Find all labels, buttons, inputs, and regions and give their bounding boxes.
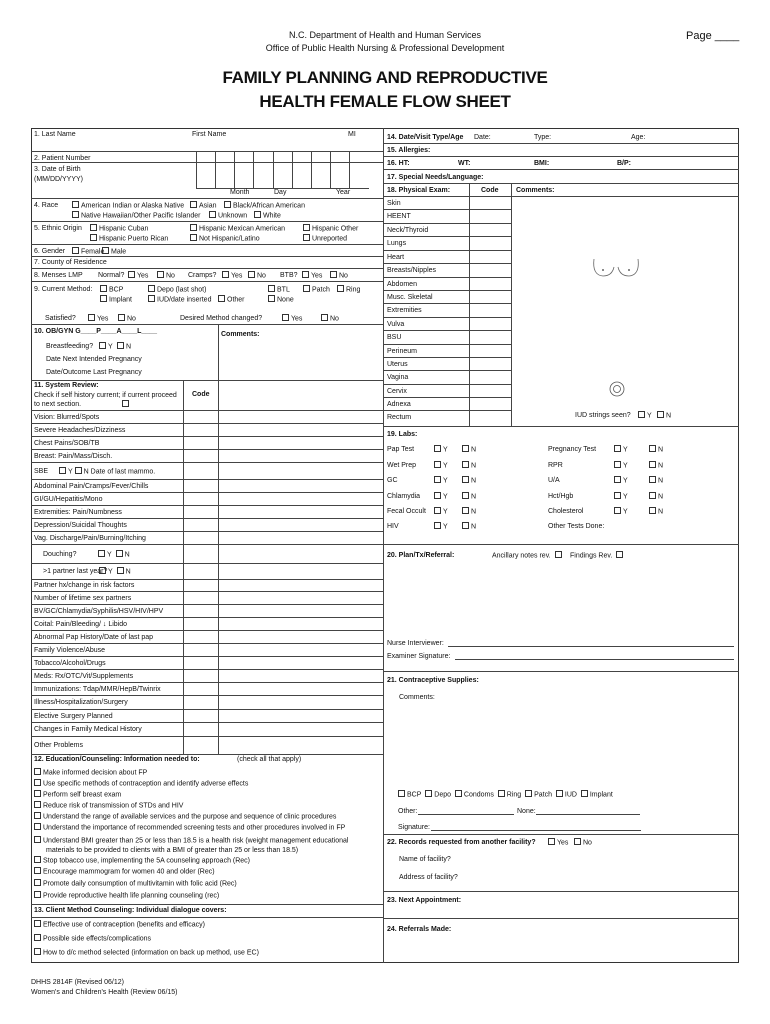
row-divider [31, 669, 383, 670]
btb-yes[interactable]: Yes [302, 272, 322, 279]
row-divider [383, 384, 511, 385]
education-item[interactable]: Understand BMI greater than 25 or less than 18.5 is a health risk (weight management educational [34, 837, 348, 844]
breast-diagram [590, 255, 642, 281]
review-item[interactable]: Changes in Family Medical History [34, 726, 142, 733]
review-item[interactable]: Illness/Hospitalization/Surgery [34, 699, 128, 706]
physical-exam-item: Vulva [387, 321, 405, 328]
review-item[interactable]: Immunizations: Tdap/MMR/HepB/Twinrix [34, 686, 161, 693]
form-title-line1: FAMILY PLANNING AND REPRODUCTIVE [222, 68, 548, 87]
review-item[interactable]: Extremities: Pain/Numbness [34, 509, 122, 516]
findings-rev[interactable]: Findings Rev. [570, 552, 625, 559]
row-divider [31, 617, 383, 618]
examiner-signature-label: Examiner Signature: [387, 653, 451, 660]
column-divider [383, 128, 384, 963]
patient-number-label: 2. Patient Number [34, 155, 91, 162]
row-divider [383, 303, 511, 304]
row-divider [31, 695, 383, 696]
form-title-line2: HEALTH FEMALE FLOW SHEET [259, 92, 511, 111]
breastfeeding-y[interactable]: Y [99, 343, 113, 350]
county-label: 7. County of Residence [34, 259, 107, 266]
gender-male[interactable]: Male [102, 248, 126, 255]
review-yn[interactable]: Y N [99, 568, 131, 575]
review-item[interactable]: Vag. Discharge/Pain/Burning/Itching [34, 535, 146, 542]
visit-label: 14. Date/Visit Type/Age [387, 134, 464, 141]
row-divider [383, 290, 511, 291]
gender-label: 6. Gender [34, 248, 66, 255]
bmi-label: BMI: [534, 160, 550, 167]
obgyn-comments-label: Comments: [221, 331, 260, 338]
ethnic-option-5[interactable]: Not Hispanic/Latino [190, 235, 260, 242]
physical-exam-item: Neck/Thyroid [387, 227, 429, 234]
lab-test-label: U/A [548, 477, 560, 484]
cramps-no[interactable]: No [248, 272, 266, 279]
row-divider [31, 449, 383, 450]
lab-test-y[interactable]: Y [614, 493, 628, 500]
supplies-signature-label: Signature: [398, 824, 430, 831]
method-patch[interactable]: Patch [303, 286, 330, 293]
lab-test-y[interactable]: Y [434, 508, 448, 515]
next-appointment-label: 23. Next Appointment: [387, 897, 462, 904]
physical-exam-item: BSU [387, 334, 402, 341]
row-divider [31, 505, 383, 506]
breastfeeding-question: Breastfeeding? [46, 343, 94, 350]
row-divider [383, 357, 511, 358]
normal-no[interactable]: No [157, 272, 175, 279]
bp-label: B/P: [617, 160, 631, 167]
iud-strings-y[interactable]: Y [638, 412, 652, 419]
supplies-signature-line[interactable] [431, 830, 641, 831]
row-divider [383, 236, 511, 237]
row-divider [383, 263, 511, 264]
dob-day-label: Day [274, 189, 287, 196]
row-divider [31, 682, 383, 683]
physical-exam-item: Musc. Skeletal [387, 294, 433, 301]
lab-test-y[interactable]: Y [434, 462, 448, 469]
cramps-yes[interactable]: Yes [222, 272, 242, 279]
physical-exam-item: Perineum [387, 348, 417, 355]
method-bcp[interactable]: BCP [100, 286, 123, 293]
labs-label: 19. Labs: [387, 431, 418, 438]
supplies-none-line[interactable] [536, 814, 640, 815]
review-yn[interactable]: Y N [98, 551, 130, 558]
lab-test-n[interactable]: N [649, 446, 663, 453]
client-method-title: 13. Client Method Counseling: Individual dialogue covers: [34, 907, 227, 914]
review-item[interactable]: GI/GU/Hepatitis/Mono [34, 496, 103, 503]
education-item[interactable]: Understand the range of available services and the purpose and sequence of clinic procedures [34, 813, 336, 820]
review-item[interactable]: Douching? [43, 551, 77, 558]
referrals-label: 24. Referrals Made: [387, 926, 452, 933]
lab-test-label: RPR [548, 462, 563, 469]
plan-label: 20. Plan/Tx/Referral: [387, 552, 455, 559]
race-option-2[interactable]: Asian [190, 202, 217, 209]
method-implant[interactable]: Implant [100, 296, 132, 303]
cervix-diagram [608, 380, 626, 398]
office-name: Office of Public Health Nursing & Professional Development [265, 43, 505, 53]
row-divider [383, 370, 511, 371]
row-divider [31, 722, 383, 723]
row-divider [31, 591, 383, 592]
education-item[interactable]: Stop tobacco use, implementing the 5A counseling approach (Rec) [34, 857, 250, 864]
ethnic-option-3[interactable]: Hispanic Other [303, 225, 358, 232]
review-item[interactable]: Coital: Pain/Bleeding/ ↓ Libido [34, 621, 128, 628]
lab-test-n[interactable]: N [649, 477, 663, 484]
lab-test-label: Chlamydia [387, 493, 421, 500]
visit-date-label: Date: [474, 134, 491, 141]
row-divider [31, 656, 383, 657]
review-item[interactable]: Chest Pains/SOB/TB [34, 440, 100, 447]
form-number: DHHS 2814F (Revised 06/12) [31, 979, 124, 986]
physical-exam-item: Vagina [387, 374, 409, 381]
lab-test-label: Cholesterol [548, 508, 584, 515]
satisfied-yes[interactable]: Yes [88, 315, 108, 322]
row-divider [31, 518, 383, 519]
lab-test-n[interactable]: N [462, 462, 476, 469]
desired-question: Desired Method changed? [180, 315, 263, 322]
last-name-label: 1. Last Name [34, 131, 76, 138]
race-option-1[interactable]: American Indian or Alaska Native [72, 202, 184, 209]
satisfied-no[interactable]: No [118, 315, 136, 322]
method-depo[interactable]: Depo (last shot) [148, 286, 206, 293]
row-divider [31, 436, 383, 437]
lab-test-label: Hct/Hgb [548, 493, 574, 500]
review-item[interactable]: Other Problems [34, 742, 84, 749]
records-question: 22. Records requested from another facility? [387, 839, 536, 846]
physical-exam-item: Rectum [387, 414, 412, 421]
supplies-options[interactable]: BCP Depo Condoms Ring Patch IUD Implant [398, 791, 613, 798]
client-method-item[interactable]: How to d/c method selected (information on back up method, use EC) [34, 949, 259, 956]
physical-exam-label: 18. Physical Exam: [387, 187, 451, 194]
row-divider [31, 531, 383, 532]
supplies-other-label: Other: [398, 808, 418, 815]
iud-strings-n[interactable]: N [657, 412, 671, 419]
supplies-label: 21. Contraceptive Supplies: [387, 677, 479, 684]
review-item[interactable]: Vision: Blurred/Spots [34, 414, 100, 421]
education-item[interactable]: Understand the importance of recommended screening tests and other procedures involved in FP [34, 824, 345, 831]
row-divider [31, 563, 383, 564]
physical-exam-item: Abdomen [387, 281, 417, 288]
lab-test-n[interactable]: N [462, 477, 476, 484]
system-review-note2: to next section. [34, 401, 82, 408]
race-option-6[interactable]: White [254, 212, 281, 219]
ethnic-option-6[interactable]: Unreported [303, 235, 347, 242]
normal-question: Normal? [98, 272, 125, 279]
row-divider [383, 397, 511, 398]
examiner-signature-line[interactable] [455, 659, 734, 660]
review-item[interactable]: Family Violence/Abuse [34, 647, 106, 654]
review-item[interactable]: Partner hx/change in risk factors [34, 582, 135, 589]
lab-test-y[interactable]: Y [434, 523, 448, 530]
lab-test-n[interactable]: N [462, 508, 476, 515]
physical-exam-item: HEENT [387, 213, 411, 220]
row-divider [383, 410, 511, 411]
client-method-item[interactable]: Effective use of contraception (benefits and efficacy) [34, 921, 205, 928]
wt-label: WT: [458, 160, 471, 167]
lab-test-n[interactable]: N [649, 493, 663, 500]
desired-yes[interactable]: Yes [282, 315, 302, 322]
row-divider [31, 630, 383, 631]
review-item[interactable]: Tobacco/Alcohol/Drugs [34, 660, 106, 667]
lab-test-n[interactable]: N [649, 508, 663, 515]
physical-exam-item: Extremities [387, 307, 422, 314]
nurse-interviewer-label: Nurse Interviewer: [387, 640, 444, 647]
race-option-3[interactable]: Black/African American [224, 202, 305, 209]
cramps-question: Cramps? [188, 272, 217, 279]
satisfied-question: Satisfied? [45, 315, 76, 322]
gender-female[interactable]: Female [72, 248, 104, 255]
row-divider [383, 223, 511, 224]
education-item[interactable]: Perform self breast exam [34, 791, 121, 798]
row-divider [383, 344, 511, 345]
review-item[interactable]: Breast: Pain/Mass/Disch. [34, 453, 113, 460]
physical-exam-item: Lungs [387, 240, 407, 247]
lab-test-label: Fecal Occult [387, 508, 426, 515]
obgyn-label: 10. OB/GYN G____P____A____L____ [34, 328, 157, 335]
lab-test-n[interactable]: N [462, 446, 476, 453]
lab-test-y[interactable]: Y [614, 508, 628, 515]
row-divider [31, 462, 383, 463]
race-option-4[interactable]: Native Hawaiian/Other Pacific Islander [72, 212, 200, 219]
ethnic-label: 5. Ethnic Origin [34, 225, 82, 232]
lab-test-y[interactable]: Y [434, 477, 448, 484]
row-divider [383, 209, 511, 210]
education-item[interactable]: Reduce risk of transmission of STDs and HIV [34, 802, 183, 809]
first-name-label: First Name [192, 131, 227, 138]
lab-test-y[interactable]: Y [434, 493, 448, 500]
records-yes[interactable]: Yes [548, 839, 568, 846]
facility-name-label: Name of facility? [399, 856, 451, 863]
ancillary-notes[interactable]: Ancillary notes rev. [492, 552, 564, 559]
physical-exam-item: Skin [387, 200, 401, 207]
dob-format: (MM/DD/YYYY) [34, 176, 83, 183]
review-item[interactable]: Severe Headaches/Dizziness [34, 427, 126, 434]
dob-month-label: Month [230, 189, 250, 196]
physical-exam-item: Breasts/Nipples [387, 267, 437, 274]
special-needs-label: 17. Special Needs/Language: [387, 174, 484, 181]
method-none[interactable]: None [268, 296, 294, 303]
physical-exam-code-header: Code [481, 187, 499, 194]
btb-question: BTB? [280, 272, 298, 279]
btb-no[interactable]: No [330, 272, 348, 279]
ethnic-option-1[interactable]: Hispanic Cuban [90, 225, 148, 232]
review-item[interactable]: Abnormal Pap History/Date of last pap [34, 634, 154, 641]
date-outcome-pregnancy: Date/Outcome Last Pregnancy [46, 369, 142, 376]
lab-test-n[interactable]: N [462, 523, 476, 530]
lab-test-y[interactable]: Y [614, 446, 628, 453]
review-item[interactable]: >1 partner last year? [43, 568, 108, 575]
lab-test-label: Wet Prep [387, 462, 417, 469]
row-divider [31, 423, 383, 424]
lab-test-n[interactable]: N [649, 462, 663, 469]
race-option-5[interactable]: Unknown [209, 212, 247, 219]
date-next-pregnancy: Date Next Intended Pregnancy [46, 356, 142, 363]
dept-name: N.C. Department of Health and Human Services [288, 30, 482, 40]
breastfeeding-n[interactable]: N [117, 343, 131, 350]
page-number-label: Page ____ [686, 30, 740, 42]
method-ring[interactable]: Ring [337, 286, 360, 293]
lab-test-n[interactable]: N [462, 493, 476, 500]
education-item[interactable]: Provide reproductive health life planning counseling (rec) [34, 892, 219, 899]
supplies-other-line[interactable] [418, 814, 514, 815]
physical-exam-item: Adnexa [387, 401, 411, 408]
row-divider [31, 579, 383, 580]
review-item[interactable]: Number of lifetime sex partners [34, 595, 132, 602]
row-divider [31, 736, 383, 737]
row-divider [31, 709, 383, 710]
method-iud[interactable]: IUD/date inserted [148, 296, 211, 303]
education-item[interactable]: Use specific methods of contraception and identify adverse effects [34, 780, 248, 787]
desired-no[interactable]: No [321, 315, 339, 322]
lab-test-label: Pregnancy Test [548, 446, 597, 453]
education-title: 12. Education/Counseling: Information needed to: [34, 756, 200, 763]
physical-exam-item: Uterus [387, 361, 408, 368]
row-divider [383, 277, 511, 278]
lab-test-label: Other Tests Done: [548, 523, 605, 530]
physical-exam-item: Cervix [387, 388, 407, 395]
lab-test-y[interactable]: Y [614, 477, 628, 484]
supplies-comments-label: Comments: [399, 694, 435, 701]
sbe-options[interactable]: Y N Date of last mammo. [59, 468, 155, 475]
ethnic-option-2[interactable]: Hispanic Mexican American [190, 225, 285, 232]
row-divider [383, 250, 511, 251]
supplies-none-label: None: [517, 808, 536, 815]
education-item-bmi-cont: materials to be provided to clients with a BMI of greater than 25 or less than 18.5) [46, 847, 299, 854]
client-method-item[interactable]: Possible side effects/complications [34, 935, 151, 942]
method-other[interactable]: Other [218, 296, 245, 303]
education-note: (check all that apply) [237, 756, 302, 763]
education-item[interactable]: Encourage mammogram for women 40 and older (Rec) [34, 868, 215, 875]
system-review-title: 11. System Review: [34, 382, 99, 389]
ethnic-option-4[interactable]: Hispanic Puerto Rican [90, 235, 168, 242]
row-divider [31, 544, 383, 545]
row-divider [31, 492, 383, 493]
review-item[interactable]: Depression/Suicidal Thoughts [34, 522, 127, 529]
menses-label: 8. Menses LMP [34, 272, 83, 279]
system-review-code-header: Code [192, 391, 210, 398]
iud-strings-question: IUD strings seen? [575, 412, 631, 419]
nurse-interviewer-line[interactable] [448, 646, 734, 647]
records-no[interactable]: No [574, 839, 592, 846]
review-item[interactable]: Elective Surgery Planned [34, 713, 113, 720]
normal-yes[interactable]: Yes [128, 272, 148, 279]
system-review-note1: Check if self history current; if current proceed [34, 392, 177, 399]
facility-address-label: Address of facility? [399, 874, 458, 881]
row-divider [31, 479, 383, 480]
system-review-checkbox[interactable] [122, 401, 131, 408]
lab-test-label: Pap Test [387, 446, 415, 453]
row-divider [31, 643, 383, 644]
method-btl[interactable]: BTL [268, 286, 290, 293]
review-item[interactable]: Abdominal Pain/Cramps/Fever/Chills [34, 483, 149, 490]
dob-year-label: Year [336, 189, 351, 196]
row-divider [383, 330, 511, 331]
ht-label: 16. HT: [387, 160, 410, 167]
physical-exam-comments-header: Comments: [516, 187, 555, 194]
review-item[interactable]: SBE [34, 468, 49, 475]
review-item[interactable]: Meds: Rx/OTC/Vit/Supplements [34, 673, 134, 680]
visit-age-label: Age: [631, 134, 646, 141]
race-label: 4. Race [34, 202, 59, 209]
physical-exam-item: Heart [387, 254, 405, 261]
lab-test-label: GC [387, 477, 398, 484]
lab-test-y[interactable]: Y [434, 446, 448, 453]
mi-label: MI [348, 131, 356, 138]
lab-test-label: HIV [387, 523, 399, 530]
lab-test-y[interactable]: Y [614, 462, 628, 469]
row-divider [383, 317, 511, 318]
review-item[interactable]: BV/GC/Chlamydia/Syphilis/HSV/HIV/HPV [34, 608, 164, 615]
education-item[interactable]: Promote daily consumption of multivitamin with folic acid (Rec) [34, 880, 237, 887]
education-item[interactable]: Make informed decision about FP [34, 769, 147, 776]
visit-type-label: Type: [534, 134, 552, 141]
review-date: Women's and Children's Health (Review 06/15) [31, 989, 178, 996]
allergies-label: 15. Allergies: [387, 147, 431, 154]
current-method-label: 9. Current Method: [34, 286, 93, 293]
row-divider [31, 604, 383, 605]
dob-label: 3. Date of Birth [34, 166, 81, 173]
